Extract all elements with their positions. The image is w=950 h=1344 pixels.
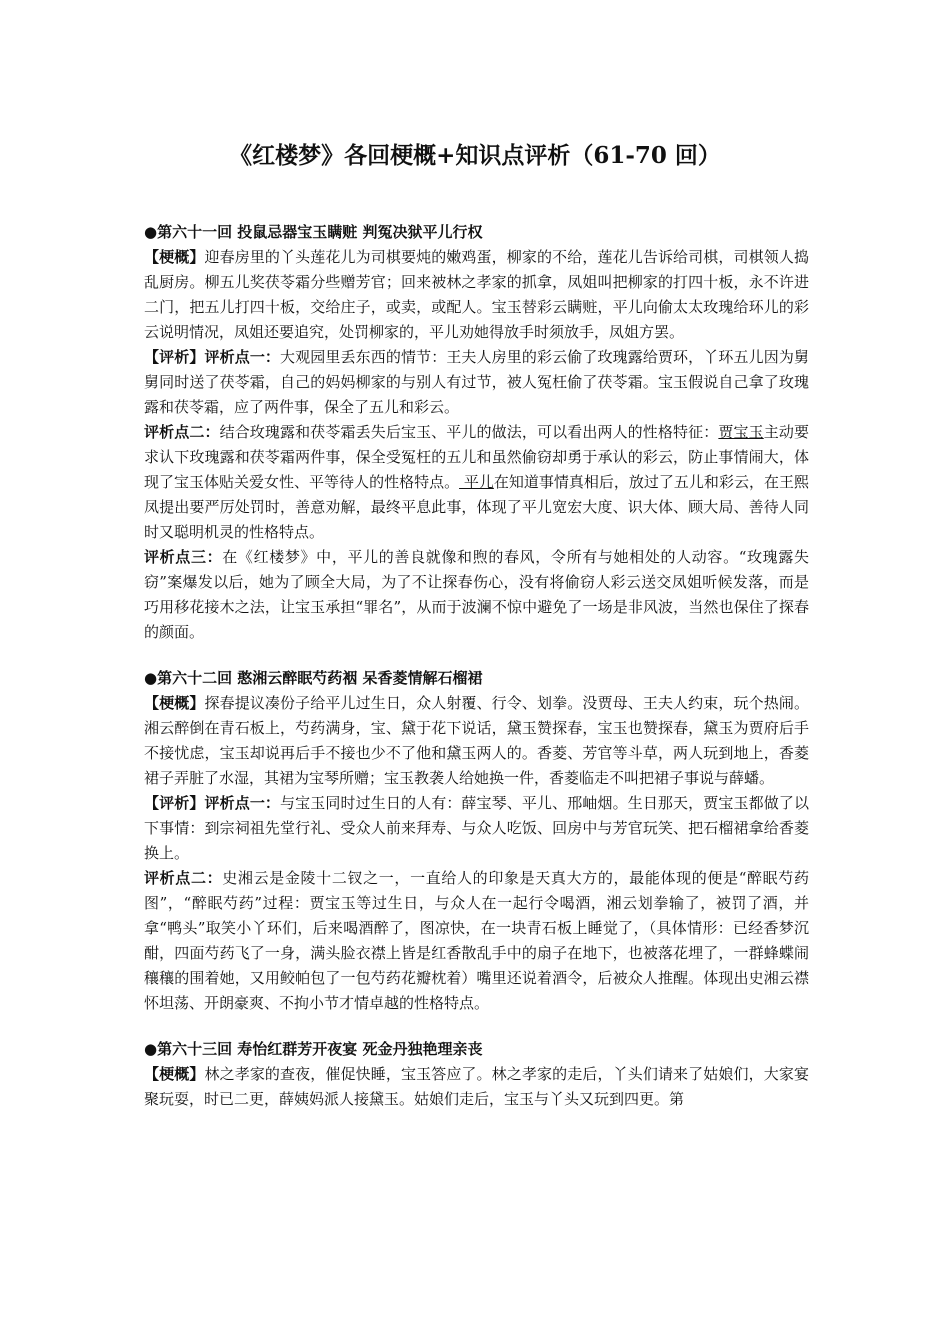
chapter-heading: ●第六十一回 投鼠忌器宝玉瞒赃 判冤决狱平儿行权 (144, 223, 483, 241)
analysis-point-3 (144, 545, 809, 645)
point-label: 评析点一： (204, 794, 281, 812)
point-text: 史湘云是金陵十二钗之一，一直给人的印象是天真大方的，最能体现的便是“醉眠芍药图”，“醉眠芍药”过程：贾宝玉等过生日，与众人在一起行令喝酒，湘云划拳输了，被罚了酒，并拿“鸭头”取笑小丫环们，后来喝酒醉了，图凉快，在一块青石板上睡觉了，（具体情形：已经香梦沉酣，四面芍药飞了一身，满头脸衣襟上皆是红香散乱手中的扇子在地下，也被落花埋了，一群蜂蝶闹穰穰的围着她，又用鲛帕包了一包芍药花瓣枕着）嘴里还说着酒令，后被众人推醒。体现出史湘云襟怀坦荡、开朗豪爽、不拘小节才情卓越的性格特点。 (144, 869, 809, 1012)
point-text: 在知道事情真相后，放过了五儿和彩云，在王熙凤提出要严厉处罚时，善意劝解，最终平息此事，体现了平儿宽宏大度、识大体、顾大局、善待人同时又聪明机灵的性格特点。 (144, 473, 809, 541)
document-body (144, 220, 809, 1133)
analysis-point-1 (144, 345, 809, 420)
summary-text: 林之孝家的查夜，催促快睡，宝玉答应了。林之孝家的走后，丫头们请来了姑娘们，大家宴聚玩耍，时已二更，薛姨妈派人接黛玉。姑娘们走后，宝玉与丫头又玩到四更。第 (144, 1065, 809, 1108)
analysis-label: 【评析】 (144, 348, 205, 366)
point-text: 与宝玉同时过生日的人有：薛宝琴、平儿、邢岫烟。生日那天，贾宝玉都做了以下事情：到宗祠祖先堂行礼、受众人前来拜寿、与众人吃饭、回房中与芳官玩笑、把石榴裙拿给香菱换上。 (144, 794, 809, 862)
point-text: 结合玫瑰露和茯苓霜丢失后宝玉、平儿的做法，可以看出两人的性格特征： (219, 423, 719, 441)
chapter-61 (144, 220, 809, 645)
summary-paragraph (144, 245, 809, 345)
point-text: 在《红楼梦》中，平儿的善良就像和煦的春风，令所有与她相处的人动容。“玫瑰露失窃”案爆发以后，她为了顾全大局，为了不让探春伤心，没有将偷窃人彩云送交凤姐听候发落，而是巧用移花接木之法，让宝玉承担“罪名”，从而于波澜不惊中避免了一场是非风波，当然也保住了探春的颜面。 (144, 548, 809, 641)
analysis-point-2 (144, 866, 809, 1016)
underlined-name: 贾宝玉 (718, 423, 764, 441)
summary-text: 探春提议凑份子给平儿过生日，众人射覆、行令、划拳。没贾母、王夫人约束，玩个热闹。湘云醉倒在青石板上，芍药满身，宝、黛于花下说话，黛玉赞探春，宝玉也赞探春，黛玉为贾府后手不接忧虑，宝玉却说再后手不接也少不了他和黛玉两人的。香菱、芳官等斗草，两人玩到地上，香菱裙子弄脏了水湿，其裙为宝琴所赠；宝玉教袭人给她换一件，香菱临走不叫把裙子事说与薛蟠。 (144, 694, 809, 787)
summary-paragraph (144, 691, 809, 791)
chapter-heading: ●第六十二回 憨湘云醉眠芍药裀 呆香菱情解石榴裙 (144, 669, 483, 687)
point-text: 主动要求认下玫瑰露和茯苓霜两件事，保全受冤枉的五儿和虽然偷窃却勇于承认的彩云，防止事情闹大，体现了宝玉体贴关爱女性、平等待人的性格特点。 (144, 423, 809, 491)
summary-label: 【梗概】 (144, 1065, 205, 1083)
chapter-63 (144, 1037, 809, 1112)
analysis-label: 【评析】 (144, 794, 205, 812)
summary-label: 【梗概】 (144, 694, 205, 712)
analysis-point-2 (144, 420, 809, 545)
analysis-point-1 (144, 791, 809, 866)
point-label: 评析点二： (144, 423, 220, 441)
chapter-62 (144, 666, 809, 1016)
summary-paragraph (144, 1062, 809, 1112)
point-text: 大观园里丢东西的情节：王夫人房里的彩云偷了玫瑰露给贾环，丫环五儿因为舅舅同时送了茯苓霜，自己的妈妈柳家的与别人有过节，被人冤枉偷了茯苓霜。宝玉假说自己拿了玫瑰露和茯苓霜，应了两件事，保全了五儿和彩云。 (144, 348, 809, 416)
point-label: 评析点三： (144, 548, 223, 566)
document-title: 《红楼梦》各回梗概+知识点评析（61-70 回） (229, 142, 721, 169)
underlined-name: 平儿 (459, 473, 494, 491)
chapter-heading: ●第六十三回 寿怡红群芳开夜宴 死金丹独艳理亲丧 (144, 1040, 483, 1058)
summary-label: 【梗概】 (144, 248, 205, 266)
summary-text: 迎春房里的丫头莲花儿为司棋要炖的嫩鸡蛋，柳家的不给，莲花儿告诉给司棋，司棋领人捣乱厨房。柳五儿奖茯苓霜分些赠芳官；回来被林之孝家的抓拿，凤姐叫把柳家的打四十板，永不许进二门，把五儿打四十板，交给庄子，或卖，或配人。宝玉替彩云瞒赃，平儿向偷太太玫瑰给环儿的彩云说明情况，凤姐还要追究，处罚柳家的，平儿劝她得放手时须放手，凤姐方罢。 (144, 248, 809, 341)
point-label: 评析点一： (204, 348, 281, 366)
point-label: 评析点二： (144, 869, 223, 887)
